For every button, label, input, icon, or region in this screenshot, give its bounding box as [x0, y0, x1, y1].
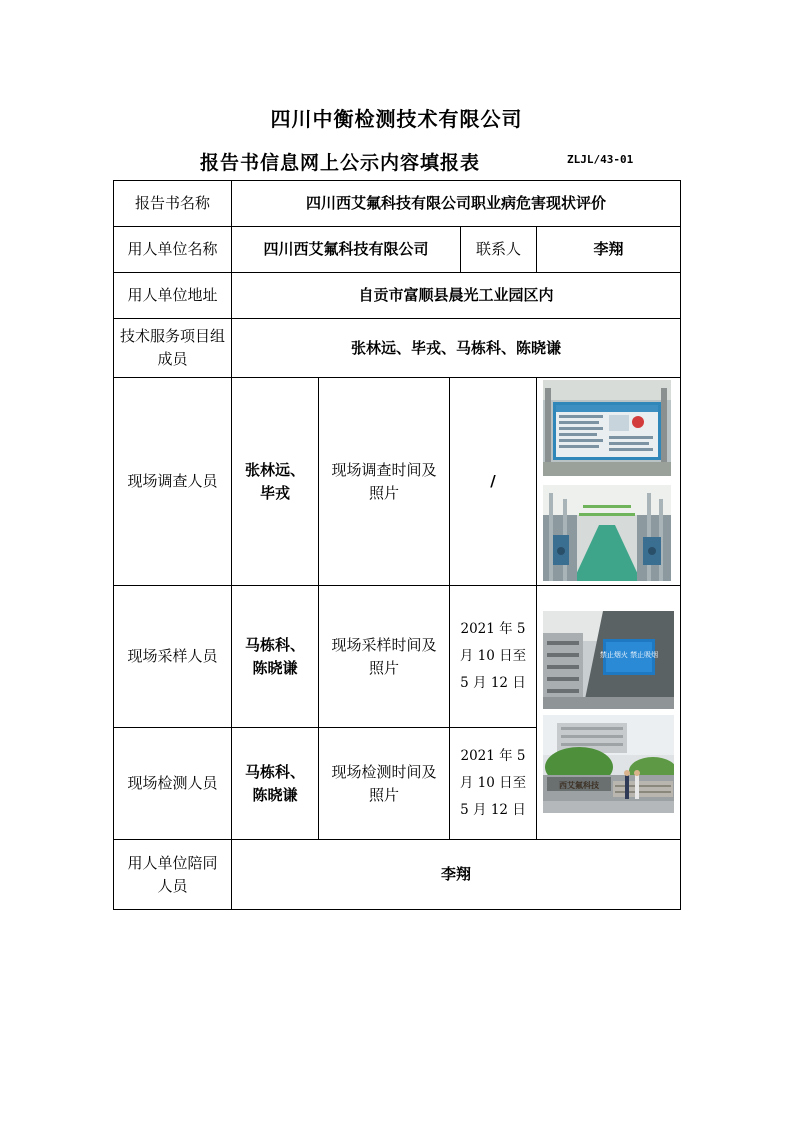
gate-sign-text: 西艾氟科技 [559, 781, 599, 790]
testing-label: 现场检测人员 [113, 727, 232, 840]
contact-value: 李翔 [536, 226, 681, 273]
notice-board-photo [543, 380, 671, 476]
escort-label: 用人单位陪同人员 [113, 839, 232, 910]
report-name-label: 报告书名称 [113, 180, 232, 227]
factory-gate-photo [543, 715, 674, 813]
doc-code: ZLJL/43-01 [567, 153, 634, 166]
team-value: 张林远、毕戎、马栋科、陈晓谦 [231, 318, 681, 378]
form-title: 报告书信息网上公示内容填报表 [200, 152, 481, 174]
sampling-time-label: 现场采样时间及照片 [318, 585, 450, 728]
sign-board-text: 禁止烟火 禁止吸烟 [599, 651, 659, 659]
escort-value: 李翔 [231, 839, 681, 910]
factory-corridor-photo [543, 485, 671, 581]
survey-time-label: 现场调查时间及照片 [318, 377, 450, 586]
survey-time-value: / [449, 377, 537, 586]
building-sign-photo [543, 611, 674, 709]
employer-label: 用人单位名称 [113, 226, 232, 273]
testing-time-value: 2021 年 5 月 10 日至 5 月 12 日 [449, 727, 537, 840]
employer-value: 四川西艾氟科技有限公司 [231, 226, 461, 273]
contact-label: 联系人 [460, 226, 537, 273]
sampling-time-value: 2021 年 5 月 10 日至 5 月 12 日 [449, 585, 537, 728]
team-label: 技术服务项目组成员 [113, 318, 232, 378]
address-value: 自贡市富顺县晨光工业园区内 [231, 272, 681, 319]
survey-people: 张林远、毕戎 [231, 377, 319, 586]
testing-time-label: 现场检测时间及照片 [318, 727, 450, 840]
sampling-people: 马栋科、陈晓谦 [231, 585, 319, 728]
sampling-label: 现场采样人员 [113, 585, 232, 728]
company-title: 四川中衡检测技术有限公司 [270, 107, 523, 131]
address-label: 用人单位地址 [113, 272, 232, 319]
report-name-value: 四川西艾氟科技有限公司职业病危害现状评价 [231, 180, 681, 227]
testing-people: 马栋科、陈晓谦 [231, 727, 319, 840]
survey-label: 现场调查人员 [113, 377, 232, 586]
